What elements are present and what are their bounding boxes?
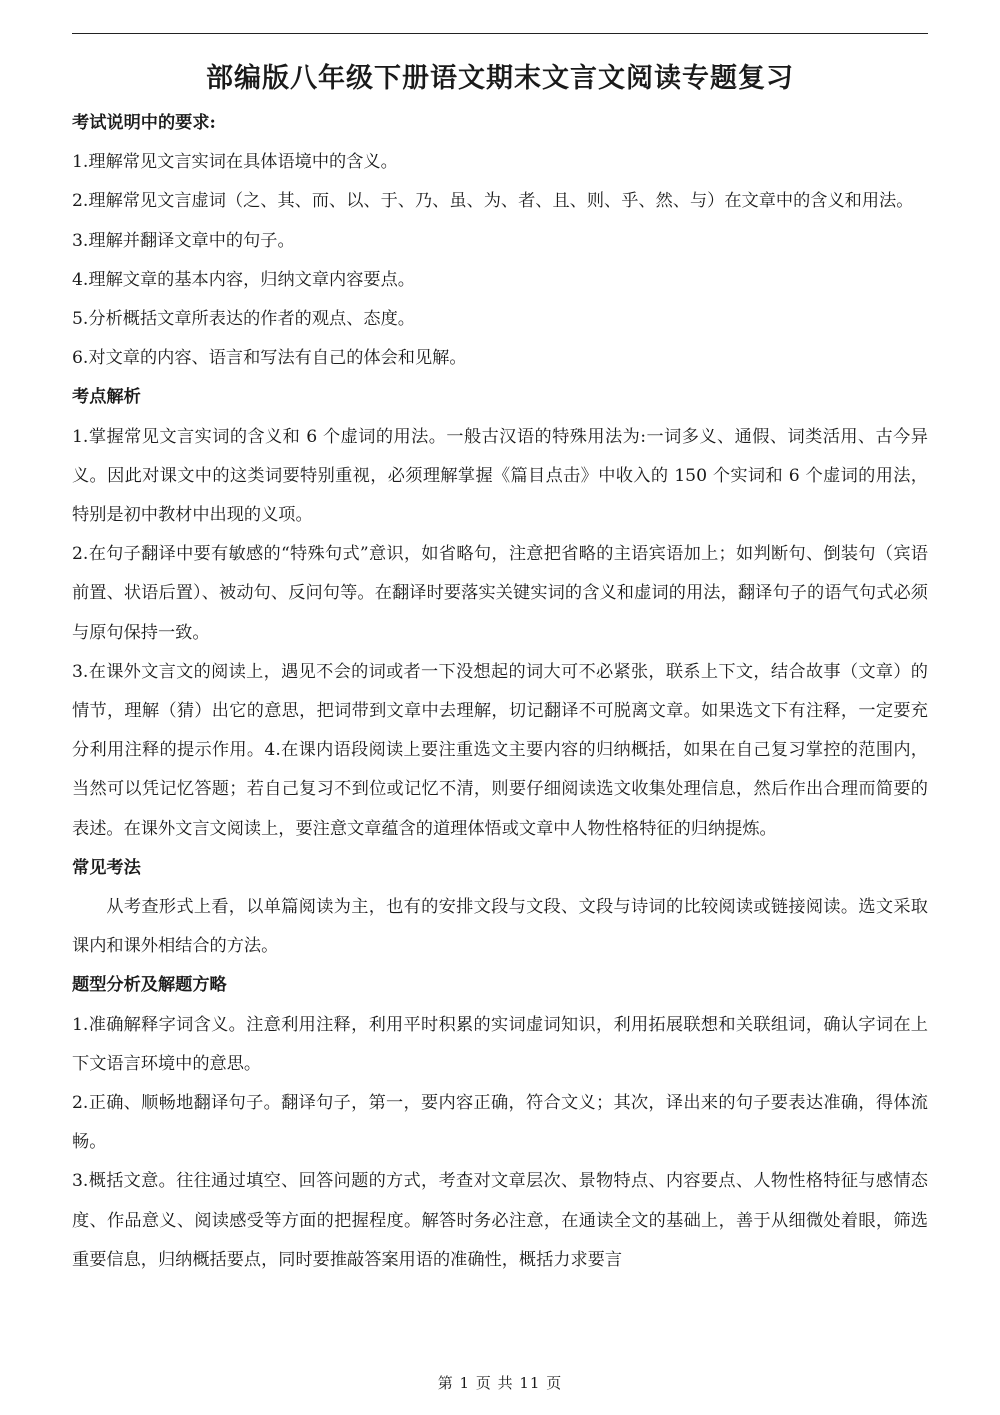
requirement-item: 3.理解并翻译文章中的句子。 xyxy=(72,230,295,251)
strategy-item: 3.概括文意。往往通过填空、回答问题的方式，考查对文章层次、景物特点、内容要点、人物性格特征与感情态度、作品意义、阅读感受等方面的把握程度。解答时务必注意，在通读全文的基础上，善于从细微处着眼，筛选重要信息，归纳概括要点，同时要推敲答案用语的准确性，概括力求要言 xyxy=(72,1171,928,1270)
requirement-item: 5.分析概括文章所表达的作者的观点、态度。 xyxy=(72,309,415,330)
requirement-item: 6.对文章的内容、语言和写法有自己的体会和见解。 xyxy=(72,348,467,369)
section-heading-strategy: 题型分析及解题方略 xyxy=(72,975,227,996)
section-heading-common: 常见考法 xyxy=(72,857,141,878)
document-body xyxy=(72,104,928,1280)
requirement-item: 4.理解文章的基本内容，归纳文章内容要点。 xyxy=(72,269,415,290)
page-title: 部编版八年级下册语文期末文言文阅读专题复习 xyxy=(206,63,794,94)
requirement-item: 2.理解常见文言虚词（之、其、而、以、于、乃、虽、为、者、且、则、乎、然、与）在文章中的含义和用法。 xyxy=(72,191,914,212)
strategy-item: 1.准确解释字词含义。注意利用注释，利用平时积累的实词虚词知识，利用拓展联想和关联组词，确认字词在上下文语言环境中的意思。 xyxy=(72,1014,928,1074)
analysis-item: 1.掌握常见文言实词的含义和 6 个虚词的用法。一般古汉语的特殊用法为:一词多义、通假、词类活用、古今异义。因此对课文中的这类词要特别重视，必须理解掌握《篇目点击》中收入的 150 个实词和 6 个虚词的用法，特别是初中教材中出现的义项。 xyxy=(72,426,928,526)
analysis-item: 3.在课外文言文的阅读上，遇见不会的词或者一下没想起的词大可不必紧张，联系上下文，结合故事（文章）的情节，理解（猜）出它的意思，把词带到文章中去理解，切记翻译不可脱离文章。如果选文下有注释，一定要充分利用注释的提示作用。4.在课内语段阅读上要注重选文主要内容的归纳概括，如果在自己复习掌控的范围内，当然可以凭记忆答题；若自己复习不到位或记忆不清，则要仔细阅读选文收集处理信息，然后作出合理而简要的表述。在课外文言文阅读上，要注意文章蕴含的道理体悟或文章中人物性格特征的归纳提炼。 xyxy=(72,661,928,839)
section-heading-analysis: 考点解析 xyxy=(72,387,141,408)
page-number: 第 1 页 共 11 页 xyxy=(437,1374,563,1392)
header-rule xyxy=(72,33,928,34)
common-paragraph: 从考查形式上看，以单篇阅读为主，也有的安排文段与文段、文段与诗词的比较阅读或链接阅读。选文采取课内和课外相结合的方法。 xyxy=(72,897,928,957)
requirement-item: 1.理解常见文言实词在具体语境中的含义。 xyxy=(72,152,398,173)
section-heading-requirements: 考试说明中的要求: xyxy=(72,113,216,133)
analysis-item: 2.在句子翻译中要有敏感的“特殊句式”意识，如省略句，注意把省略的主语宾语加上；如判断句、倒装句（宾语前置、状语后置）、被动句、反问句等。在翻译时要落实关键实词的含义和虚词的用法，翻译句子的语气句式必须与原句保持一致。 xyxy=(72,544,928,643)
strategy-item: 2.正确、顺畅地翻译句子。翻译句子，第一，要内容正确，符合文义；其次，译出来的句子要表达准确，得体流畅。 xyxy=(72,1093,928,1153)
